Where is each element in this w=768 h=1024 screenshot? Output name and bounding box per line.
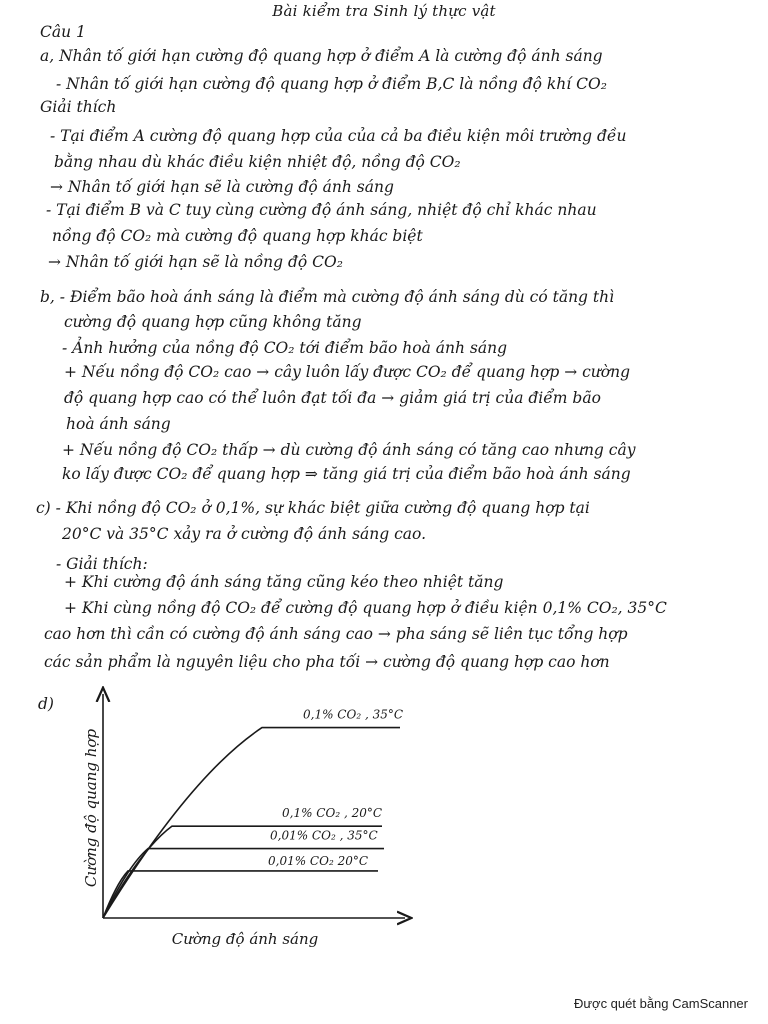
y-axis-label: Cường độ quang hợp <box>82 728 100 888</box>
page-title: Bài kiểm tra Sinh lý thực vật <box>272 2 496 20</box>
series-label: 0,1% CO₂ , 20°C <box>282 806 383 821</box>
text-line: d) <box>38 695 54 713</box>
text-line: cao hơn thì cần có cường độ ánh sáng cao → pha sáng sẽ liên tục tổng hợp <box>44 625 628 643</box>
text-line: → Nhân tố giới hạn sẽ là nồng độ CO₂ <box>48 253 343 271</box>
text-line: + Khi cường độ ánh sáng tăng cũng kéo theo nhiệt tăng <box>64 573 504 591</box>
series-label: 0,1% CO₂ , 35°C <box>303 707 404 722</box>
series-line <box>103 871 378 918</box>
text-line: 20°C và 35°C xảy ra ở cường độ ánh sáng cao. <box>62 525 427 543</box>
text-line: bằng nhau dù khác điều kiện nhiệt độ, nồng độ CO₂ <box>54 153 461 171</box>
text-line: - Ảnh hưởng của nồng độ CO₂ tới điểm bão hoà ánh sáng <box>62 339 508 357</box>
series-line <box>103 826 382 918</box>
text-line: - Nhân tố giới hạn cường độ quang hợp ở điểm B,C là nồng độ khí CO₂ <box>56 75 607 93</box>
text-line: - Tại điểm B và C tuy cùng cường độ ánh sáng, nhiệt độ chỉ khác nhau <box>46 201 597 219</box>
series-label: 0,01% CO₂ , 35°C <box>270 828 378 843</box>
text-line: c) - Khi nồng độ CO₂ ở 0,1%, sự khác biệt giữa cường độ quang hợp tại <box>36 499 590 517</box>
text-line: độ quang hợp cao có thể luôn đạt tối đa → giảm giá trị của điểm bão <box>64 389 601 407</box>
text-line: ko lấy được CO₂ để quang hợp ⇒ tăng giá trị của điểm bão hoà ánh sáng <box>62 465 631 483</box>
series-line <box>103 728 400 918</box>
text-line: - Giải thích: <box>56 555 148 573</box>
text-line: + Nếu nồng độ CO₂ cao → cây luôn lấy được CO₂ để quang hợp → cường <box>64 363 631 381</box>
text-line: + Khi cùng nồng độ CO₂ để cường độ quang hợp ở điều kiện 0,1% CO₂, 35°C <box>64 599 667 617</box>
text-line: - Tại điểm A cường độ quang hợp của của cả ba điều kiện môi trường đều <box>50 127 627 145</box>
text-line: → Nhân tố giới hạn sẽ là cường độ ánh sáng <box>50 178 394 196</box>
text-line: b, - Điểm bão hoà ánh sáng là điểm mà cường độ ánh sáng dù có tăng thì <box>40 288 615 306</box>
series-line <box>103 849 384 918</box>
text-line: các sản phẩm là nguyên liệu cho pha tối → cường độ quang hợp cao hơn <box>44 653 610 671</box>
text-line: + Nếu nồng độ CO₂ thấp → dù cường độ ánh sáng có tăng cao nhưng cây <box>62 441 636 459</box>
text-line: hoà ánh sáng <box>66 415 171 433</box>
scanner-watermark: Được quét bằng CamScanner <box>573 996 748 1011</box>
text-line: cường độ quang hợp cũng không tăng <box>64 313 362 331</box>
text-line: a, Nhân tố giới hạn cường độ quang hợp ở điểm A là cường độ ánh sáng <box>40 47 603 65</box>
text-line: nồng độ CO₂ mà cường độ quang hợp khác biệt <box>52 227 423 245</box>
x-axis-label: Cường độ ánh sáng <box>171 930 319 948</box>
series-label: 0,01% CO₂ 20°C <box>268 853 369 868</box>
text-line: Câu 1 <box>40 23 86 41</box>
text-line: Giải thích <box>40 98 117 116</box>
